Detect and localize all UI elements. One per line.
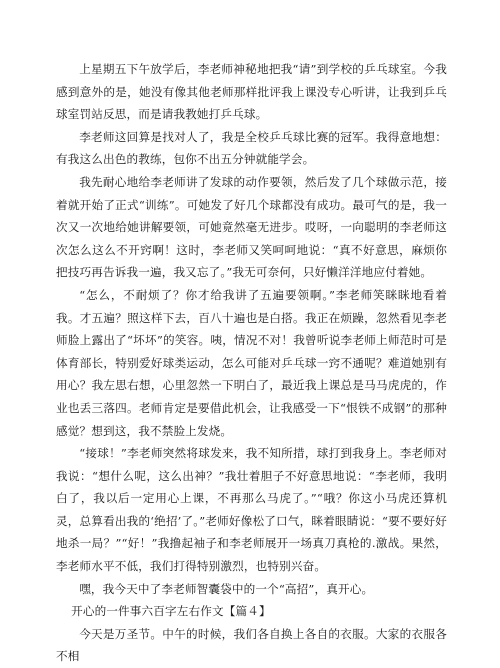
paragraph-3: 我先耐心地给李老师讲了发球的动作要领，然后发了几个球做示范，接着就开始了正式“训练”。可她发了好几个球都没有成功。最可气的是，我一次又一次地给她讲解要领，可她竟然毫无进步。哎呀，一向聪明的李老师这次怎么这么不开窍啊！这时，李老师又笑呵呵地说：“真不好意思，麻烦你把技巧再告诉我一遍，我又忘了。”我无可奈何，只好懒洋洋地应付着她。 <box>56 174 447 280</box>
section-title: 开心的一件事六百字左右作文【篇４】 <box>71 604 271 619</box>
document-body <box>56 58 447 668</box>
paragraph-1: 上星期五下午放学后，李老师神秘地把我“请”到学校的乒乓球室。今我感到意外的是，她没有像其他老师那样批评我上课没专心听讲，让我到乒乓球室罚站反思，而是请我教她打乒乓球。 <box>56 62 447 122</box>
paragraph-2: 李老师这回算是找对人了，我是全校乒乓球比赛的冠军。我得意地想：有我这么出色的教练，包你不出五分钟就能学会。 <box>56 129 447 167</box>
paragraph-4: “怎么，不耐烦了？你才给我讲了五遍要领啊。”李老师笑眯眯地看着我。才五遍？照这样下去，百八十遍也是白搭。我正在烦躁，忽然看见李老师脸上露出了“坏坏”的笑容。咦，情况不对！我曾听说李老师上师范时可是体育部长，特别爱好球类运动，怎么可能对乒乓球一窍不通呢？难道她别有用心？我左思右想，心里忽然一下明白了，最近我上课总是马马虎虎的，作业也丢三落四。老师肯定是要借此机会，让我感受一下“恨铁不成钢”的那种感觉？想到这，我不禁脸上发烧。 <box>56 287 447 438</box>
paragraph-6: 嘿，我今天中了李老师智囊袋中的一个“高招”，真开心。 <box>79 581 374 596</box>
paragraph-next: 今天是万圣节。中午的时候，我们各自换上各自的衣服。大家的衣服各不相 <box>56 626 447 664</box>
paragraph-5: “接球！”李老师突然将球发来，我不知所措，球打到我身上。李老师对我说：“想什么呢，这么出神？”我壮着胆子不好意思地说：“李老师，我明白了，我以后一定用心上课，不再那么马虎了。”“哦？你这小马虎还算机灵，总算看出我的‘绝招’了。”老师好像松了口气，眯着眼睛说：“要不要好好地杀一局？”“好！”我撸起袖子和李老师展开一场真刀真枪的.激战。果然，李老师水平不低，我们打得特别激烈，也特别兴奋。 <box>56 446 447 574</box>
